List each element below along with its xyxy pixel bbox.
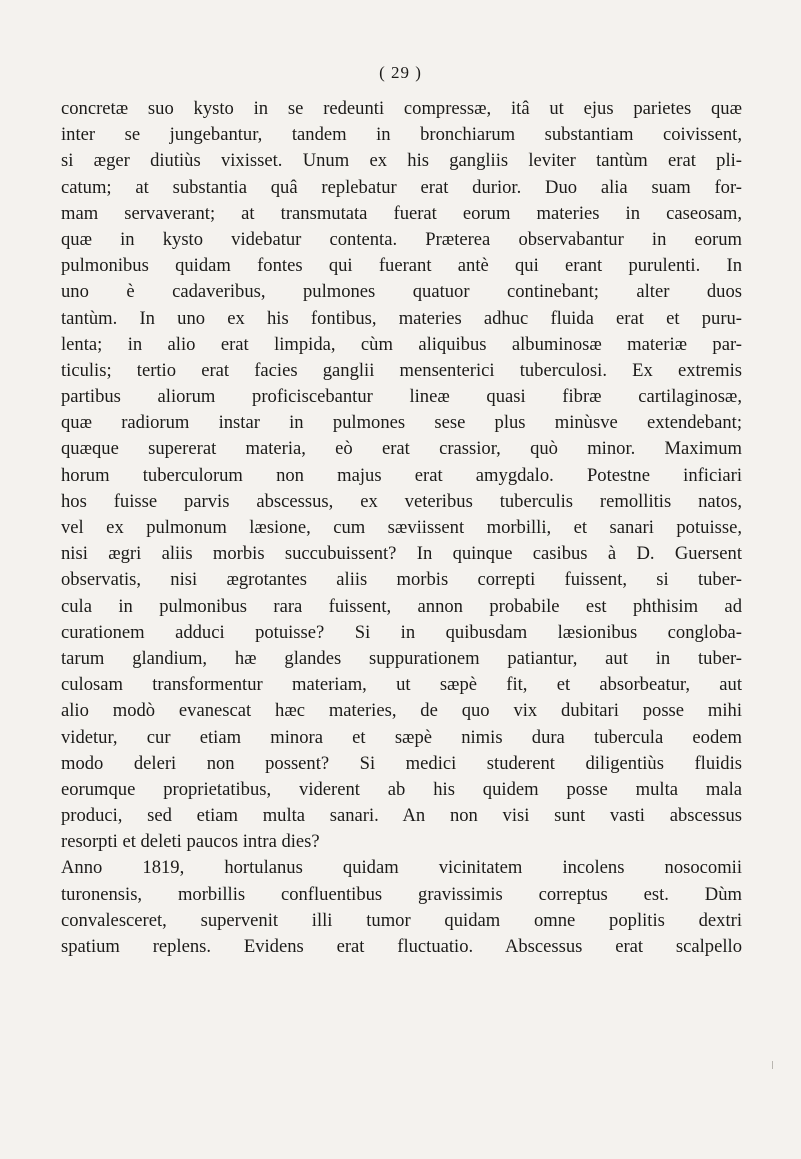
text-line: catum; at substantia quâ replebatur erat durior. Duo alia suam for- bbox=[61, 176, 742, 198]
text-line: videtur, cur etiam minora et sæpè nimis dura tubercula eodem bbox=[61, 726, 742, 748]
text-line: tantùm. In uno ex his fontibus, materies adhuc fluida erat et puru- bbox=[61, 307, 742, 329]
text-line: si æger diutiùs vixisset. Unum ex his gangliis leviter tantùm erat pli- bbox=[61, 150, 742, 172]
text-line: observatis, nisi ægrotantes aliis morbis correpti fuissent, si tuber- bbox=[61, 569, 742, 591]
text-line: concretæ suo kysto in se redeunti compressæ, itâ ut ejus parietes quæ bbox=[61, 98, 742, 119]
text-line: partibus aliorum proficiscebantur lineæ quasi fibræ cartilaginosæ, bbox=[61, 386, 742, 408]
text-line: culosam transformentur materiam, ut sæpè fit, et absorbeatur, aut bbox=[61, 674, 742, 696]
text-line: modo deleri non possent? Si medici studerent diligentiùs fluidis bbox=[61, 752, 742, 774]
text-line: quæ radiorum instar in pulmones sese plus minùsve extendebant; bbox=[61, 412, 742, 434]
text-line: curationem adduci potuisse? Si in quibusdam læsionibus congloba- bbox=[61, 621, 742, 643]
text-line: eorumque proprietatibus, viderent ab his quidem posse multa mala bbox=[61, 778, 742, 800]
text-line: ticulis; tertio erat facies ganglii mensenterici tuberculosi. Ex extremis bbox=[61, 359, 742, 381]
text-line: resorpti et deleti paucos intra dies? bbox=[61, 831, 320, 853]
text-line: quæ in kysto videbatur contenta. Præterea observabantur in eorum bbox=[61, 228, 742, 250]
text-line: lenta; in alio erat limpida, cùm aliquibus albuminosæ materiæ par- bbox=[61, 333, 742, 355]
text-line: inter se jungebantur, tandem in bronchiarum substantiam coivissent, bbox=[61, 124, 742, 146]
text-line: nisi ægri aliis morbis succubuissent? In quinque casibus à D. Guersent bbox=[61, 543, 742, 565]
text-line: spatium replens. Evidens erat fluctuatio. Abscessus erat scalpello bbox=[61, 936, 742, 957]
text-line: turonensis, morbillis confluentibus gravissimis correptus est. Dùm bbox=[61, 883, 742, 905]
text-line: uno è cadaveribus, pulmones quatuor continebant; alter duos bbox=[61, 281, 742, 303]
text-line: horum tuberculorum non majus erat amygdalo. Potestne inficiari bbox=[61, 464, 742, 486]
text-line: mam servaverant; at transmutata fuerat eorum materies in caseosam, bbox=[61, 202, 742, 224]
text-line: produci, sed etiam multa sanari. An non visi sunt vasti abscessus bbox=[61, 805, 742, 827]
text-line: quæque supererat materia, eò erat crassior, quò minor. Maximum bbox=[61, 438, 742, 460]
text-line: tarum glandium, hæ glandes suppurationem patiantur, aut in tuber- bbox=[61, 647, 742, 669]
text-line: cula in pulmonibus rara fuissent, annon probabile est phthisim ad bbox=[61, 595, 742, 617]
text-line: Anno 1819, hortulanus quidam vicinitatem incolens nosocomii bbox=[61, 857, 742, 879]
page-number: ( 29 ) bbox=[379, 63, 422, 82]
paper-speck bbox=[772, 1061, 773, 1069]
text-line: vel ex pulmonum læsione, cum sæviissent morbilli, et sanari potuisse, bbox=[61, 517, 742, 538]
text-line: pulmonibus quidam fontes qui fuerant antè qui erant purulenti. In bbox=[61, 255, 742, 277]
text-line: alio modò evanescat hæc materies, de quo vix dubitari posse mihi bbox=[61, 700, 742, 722]
text-line: convalesceret, supervenit illi tumor quidam omne poplitis dextri bbox=[61, 909, 742, 931]
body-text bbox=[61, 96, 742, 960]
text-line: hos fuisse parvis abscessus, ex veteribus tuberculis remollitis natos, bbox=[61, 490, 742, 512]
